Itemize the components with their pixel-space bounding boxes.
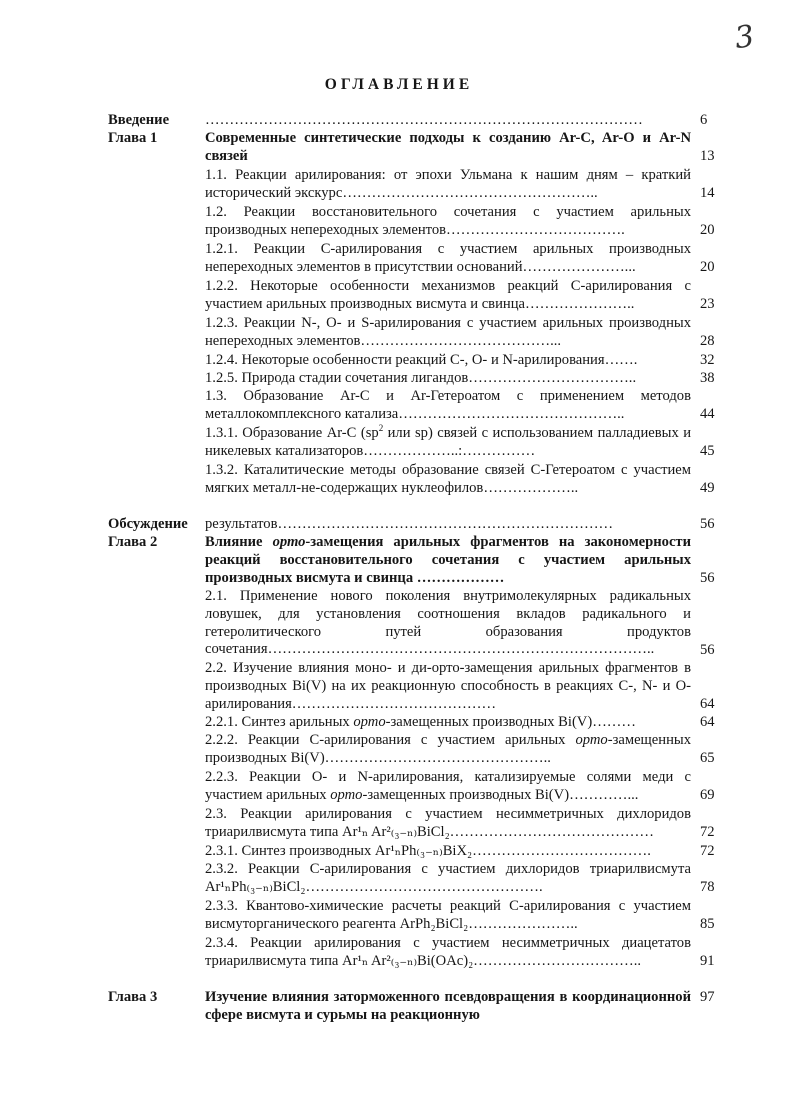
toc-label: Глава 1 [108, 130, 158, 146]
toc-entry-text: 1.2.1. Реакции С-арилирования с участием арильных производных непереходных элементов в присутствии оснований…………………... [205, 241, 691, 275]
toc-entry-text: 2.2.3. Реакции О- и N-арилирования, катализируемые солями меди с участием арильных орто-замещенных производных Bi(V)…………... [205, 769, 691, 803]
toc-label: Глава 2 [108, 534, 158, 550]
toc-entry-text: 2.2.1. Синтез арильных орто-замещенных производных Bi(V)……… [205, 714, 636, 730]
toc-label: Обсуждение [108, 516, 188, 532]
toc-entry-text: Влияние орто-замещения арильных фрагментов на закономерности реакций восстановительного сочетания с участием арильных производных висмута и свинца ……………… [205, 534, 691, 586]
toc-label: Введение [108, 112, 170, 128]
handwritten-page-number: 3 [732, 18, 757, 57]
toc-entry-text: 2.3.2. Реакции С-арилирования с участием дихлоридов триарилвисмута Ar¹ₙPh₍₃₋ₙ₎BiCl₂…………………………………………. [205, 861, 691, 895]
toc-entry-text: 1.2.5. Природа стадии сочетания лигандов…………………………….. [205, 370, 637, 386]
toc-entry-text: 2.2. Изучение влияния моно- и ди-орто-замещения арильных фрагментов в производных Bi(V) на их реакционную способность в реакциях С-, N- и О-арилирования…………………………………… [205, 660, 691, 712]
toc-entry-text: 1.2. Реакции восстановительного сочетания с участием арильных производных непереходных элементов………………………………. [205, 204, 691, 238]
toc-entry-text: 2.3.3. Квантово-химические расчеты реакций С-арилирования с участием висмуторганического реагента ArPh₂BiCl₂………………….. [205, 898, 691, 932]
toc-entry-text: результатов…………………………………………………………… [205, 516, 614, 532]
toc-entry-text: 1.3.2. Каталитические методы образование связей С-Гетероатом с участием мягких металл-не-содержащих нуклеофилов……………….. [205, 462, 691, 496]
toc-entry-text: 2.2.2. Реакции С-арилирования с участием арильных орто-замещенных производных Bi(V)……………………………………….. [205, 732, 691, 766]
toc-entry-text: Современные синтетические подходы к созданию Ar-C, Ar-O и Ar-N связей [205, 130, 691, 164]
toc-entry-text: 1.2.2. Некоторые особенности механизмов реакций С-арилирования с участием арильных производных висмута и свинца………………….. [205, 278, 691, 312]
toc-entry-text: ……………………………………………………………………………… [205, 112, 643, 128]
toc-entry-text: 1.3. Образование Ar-C и Ar-Гетероатом с применением методов металлокомплексного катализа……………………………………….. [205, 388, 691, 422]
toc-entry-text: 2.3.1. Синтез производных Ar¹ₙPh₍₃₋ₙ₎BiX₂………………………………. [205, 843, 651, 859]
toc-entry-text: 1.2.4. Некоторые особенности реакций С-, О- и N-арилирования……. [205, 352, 638, 368]
toc-entry-text: Изучение влияния заторможенного псевдовращения в координационной сфере висмута и сурьмы на реакционную [205, 989, 691, 1023]
toc-entry-text: 1.3.1. Образование Ar-C ($sp^2$ или sp) связей с использованием палладиевых и никелевых катализаторов………………..:…………… [205, 423, 692, 459]
toc-entry-text: 2.1. Применение нового поколения внутримолекулярных радикальных ловушек, для установления соотношения вкладов радикального и гетеролитического путей образования продуктов сочетания…………………………………………………………………….. [205, 588, 691, 658]
toc-entry-text: 1.2.3. Реакции N-, О- и S-арилирования с участием арильных производных непереходных элементов…………………………………... [205, 315, 691, 349]
toc-label: Глава 3 [108, 989, 158, 1005]
page-title: ОГЛАВЛЕНИЕ [324, 76, 474, 93]
toc-entry-text: 2.3. Реакции арилирования с участием несимметричных дихлоридов триарилвисмута типа Ar¹ₙ Ar²₍₃₋ₙ₎BiCl₂…………………………………… [205, 806, 691, 840]
table-of-contents: Введение ……………………………………………………………………………… 6 Глава 1 Современные синтетические подходы к созданию Ar-C, Ar-O и Ar-N связей 13 1.1. Реакции арилирования: от эпохи Ульмана к нашим дням – краткий исторический экскурс…………………………………………….. 14 1.2. Реакции восстановительного сочетания с участием арильных производных непереходных элементов………………………………. 20 1.2.1. Реакции С-арилирования с участием арильных производных непереходных элементов в присутствии оснований…………………... 20 1.2.2. Некоторые особенности механизмов реакций С-арилирования с участием арильных производных висмута и свинца………………….. 23 1.2.3. Реакции N-, О- и S-арилирования с участием арильных производных непереходных элементов…………………………………... 28 1.2.4. Некоторые особенности реакций С-, О- и N-арилирования……. 32 1.2.5. Природа стадии сочетания лигандов…………………………….. 38 1.3. Образование Ar-C и Ar-Гетероатом с применением методов металлокомплексного катализа……………………………………….. 44 1.3.1. Образование Ar-C ($sp^2$ или sp) связей с использованием палладиевых и никелевых катализаторов………………..:…………… 45 1.3.2. Каталитические методы образование связей С-Гетероатом с участием мягких металл-не-содержащих нуклеофилов……………….. 49 Обсуждение результатов…………………………………………………………… 56 Глава 2 Влияние орто-замещения арильных фрагментов на закономерности реакций восстановительного сочетания с участием арильных производных висмута и свинца ……………… 56 2.1. Применение нового поколения внутримолекулярных радикальных ловушек, для установления соотношения вкладов радикального и гетеролитического путей образования продуктов сочетания…………………………………………………………………….. 56 2.2. Изучение влияния моно- и ди-орто-замещения арильных фрагментов в производных Bi(V) на их реакционную способность в реакциях С-, N- и О-арилирования…………………………………… 64 2.2.1. Синтез арильных орто-замещенных производных Bi(V)……… 64 2.2.2. Реакции С-арилирования с участием арильных орто-замещенных производных Bi(V)……………………………………….. 65 2.2.3. Реакции О- и N-арилирования, катализируемые солями меди с участием арильных орто-замещенных производных Bi(V)…………... 69 2.3. Реакции арилирования с участием несимметричных дихлоридов триарилвисмута типа Ar¹ₙ Ar²₍₃₋ₙ₎BiCl₂…………………………………… 72 2.3.1. Синтез производных Ar¹ₙPh₍₃₋ₙ₎BiX₂………………………………. 72 2.3.2. Реакции С-арилирования с участием дихлоридов триарилвисмута Ar¹ₙPh₍₃₋ₙ₎BiCl₂…………………………………………. 78 2.3.3. Квантово-химические расчеты реакций С-арилирования с участием висмуторганического реагента ArPh₂BiCl₂………………….. 85 2.3.4. Реакции арилирования с участием несимметричных диацетатов триарилвисмута типа Ar¹ₙ Ar²₍₃₋ₙ₎Bi(OAc)₂…………………………….. 91 Глава 3 Изучение влияния заторможенного псевдовращения в координационной сфере висмута и сурьмы на реакционную 97 [108, 112, 715, 1023]
toc-entry-text: 1.1. Реакции арилирования: от эпохи Ульмана к нашим дням – краткий исторический экскурс…………………………………………….. [205, 167, 691, 201]
toc-entry-text: 2.3.4. Реакции арилирования с участием несимметричных диацетатов триарилвисмута типа Ar¹ₙ Ar²₍₃₋ₙ₎Bi(OAc)₂…………………………….. [205, 935, 691, 969]
